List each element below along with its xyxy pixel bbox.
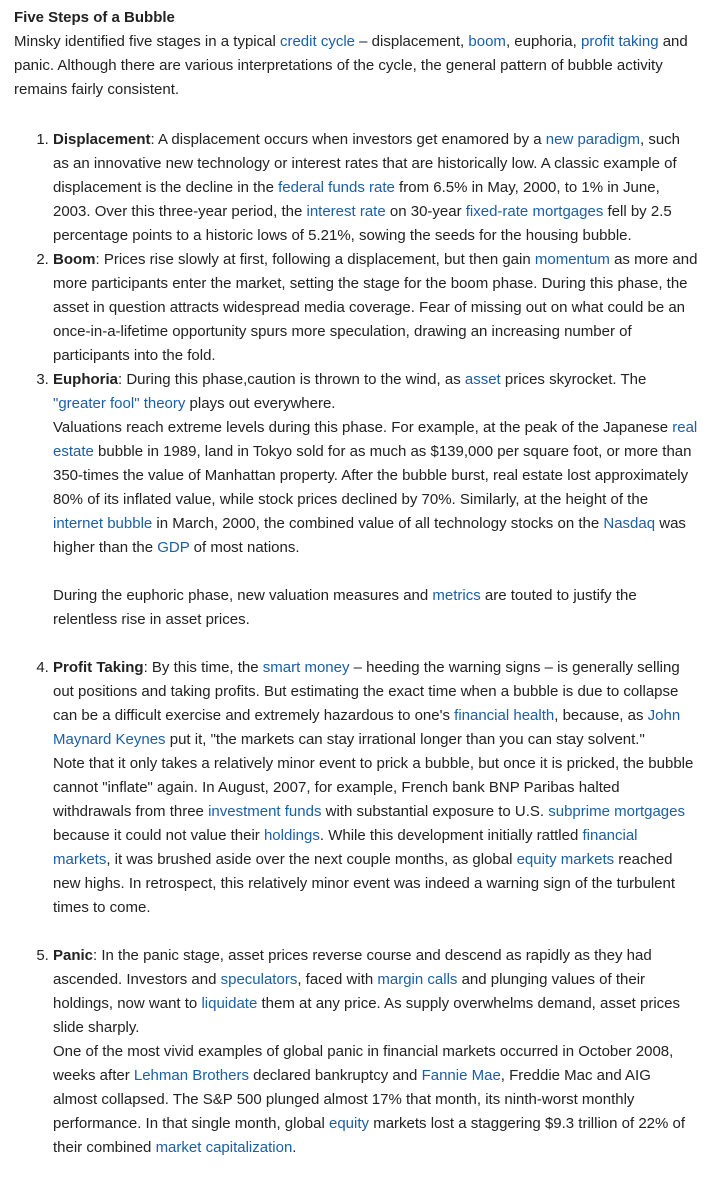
step-paragraph [53,656,699,752]
link-real-estate[interactable]: real estate [53,419,698,460]
link-equity[interactable]: equity [329,1115,370,1132]
step-panic [53,944,699,1160]
link-internet-bubble[interactable]: internet bubble [53,515,153,532]
step-heading: Profit Taking [53,659,144,676]
text-run: Minsky identified five stages in a typical [14,33,280,50]
link-investment-funds[interactable]: investment funds [208,803,322,820]
link-gdp[interactable]: GDP [157,539,190,556]
link-fixed-rate-mortgages[interactable]: fixed-rate mortgages [465,203,604,220]
text-run: put it, "the markets can stay irrational longer than you can stay solvent." [165,731,645,748]
text-run: : During this phase,caution is thrown to the wind, as [118,371,465,388]
text-run: and plunging values of their holdings, now want to [53,971,646,1012]
step-boom [53,248,699,368]
text-run: : By this time, the [143,659,263,676]
link-nasdaq[interactable]: Nasdaq [603,515,656,532]
text-run: of most nations. [189,539,300,556]
step-profit-taking [53,656,699,920]
text-run: was higher than the [53,515,686,556]
text-run: During the euphoric phase, new valuation measures and [53,587,433,604]
text-run: , Freddie Mac and AIG almost collapsed. The S&P 500 plunged almost 17% that month, its ninth-worst monthly performance. In that single month, global [53,1067,651,1132]
link-credit-cycle[interactable]: credit cycle [279,33,355,50]
link-speculators[interactable]: speculators [220,971,298,988]
text-run: reached new highs. In retrospect, this relatively minor event was indeed a warning sign of the turbulent times to come. [53,851,676,916]
text-run: : A displacement occurs when investors get enamored by a [150,131,546,148]
text-run: prices skyrocket. The [500,371,647,388]
link-fannie-mae[interactable]: Fannie Mae [421,1067,501,1084]
text-run: are touted to justify the relentless rise in asset prices. [53,587,637,628]
step-paragraph [53,368,699,416]
text-run: One of the most vivid examples of global panic in financial markets occurred in October 2008, weeks after [53,1043,674,1084]
text-run: declared bankruptcy and [248,1067,422,1084]
text-run: as more and more participants enter the market, setting the stage for the boom phase. During this phase, the asset in question attracts widespread media coverage. Fear of missing out on what could be an once-in-a-lifetime opportunity spurs more speculation, drawing an increasing number of participants into the fold. [53,251,698,364]
text-run: plays out everywhere. [185,395,336,412]
text-run: on 30-year [385,203,466,220]
step-heading: Euphoria [53,371,119,388]
text-run: with substantial exposure to U.S. [321,803,549,820]
text-run: and panic. Although there are various interpretations of the cycle, the general pattern of bubble activity remains fairly consistent. [14,33,688,98]
step-paragraph [53,248,699,368]
link-asset[interactable]: asset [464,371,501,388]
step-euphoria [53,368,699,632]
link-profit-taking[interactable]: profit taking [581,33,659,50]
steps-list [14,128,699,1160]
step-paragraph [53,944,699,1040]
link-holdings[interactable]: holdings [263,827,320,844]
link-john-maynard-keynes[interactable]: John Maynard Keynes [53,707,681,748]
text-run: . While this development initially rattled [319,827,583,844]
text-run: bubble in 1989, land in Tokyo sold for as much as $139,000 per square foot, or more than 350-times the value of Manhattan property. After the bubble burst, real estate lost approximately 80% of its inflated value, while stock prices declined by 70%. Similarly, at the height of the [53,443,692,508]
text-run: – displacement, [355,33,469,50]
text-run: – heeding the warning signs – is generally selling out positions and taking profits. But estimating the exact time when a bubble is due to collapse can be a difficult exercise and extremely hazardous to one's [53,659,680,724]
link-financial-markets[interactable]: financial markets [53,827,638,868]
text-run: Note that it only takes a relatively minor event to prick a bubble, but once it is pricked, the bubble cannot "inflate" again. In August, 2007, for example, French bank BNP Paribas halted withdrawals from three [53,755,694,820]
step-paragraph [53,752,699,920]
link-interest-rate[interactable]: interest rate [306,203,386,220]
step-paragraph [53,128,699,248]
link-momentum[interactable]: momentum [534,251,610,268]
step-heading: Displacement [53,131,151,148]
step-paragraph [53,584,699,632]
link-equity-markets[interactable]: equity markets [516,851,615,868]
step-heading: Boom [53,251,96,268]
link-liquidate[interactable]: liquidate [201,995,258,1012]
link-lehman-brothers[interactable]: Lehman Brothers [133,1067,249,1084]
text-run: , because, as [554,707,648,724]
text-run: , it was brushed aside over the next couple months, as global [106,851,517,868]
link-boom[interactable]: boom [468,33,506,50]
text-run: : Prices rise slowly at first, following a displacement, but then gain [95,251,535,268]
text-run: in March, 2000, the combined value of all technology stocks on the [152,515,604,532]
link-metrics[interactable]: metrics [432,587,481,604]
link-greater-fool-theory[interactable]: "greater fool" theory [53,395,186,412]
text-run: , euphoria, [505,33,581,50]
step-paragraph [53,1040,699,1160]
link-federal-funds-rate[interactable]: federal funds rate [278,179,395,196]
intro-paragraph [14,30,699,102]
text-run: markets lost a staggering $9.3 trillion of 22% of their combined [53,1115,686,1156]
text-run: them at any price. As supply overwhelms demand, asset prices slide sharply. [53,995,681,1036]
text-run: because it could not value their [53,827,264,844]
step-displacement [53,128,699,248]
text-run: fell by 2.5 percentage points to a historic lows of 5.21%, sowing the seeds for the housing bubble. [53,203,672,244]
step-heading: Panic [53,947,94,964]
text-run: : In the panic stage, asset prices reverse course and descend as rapidly as they had ascended. Investors and [53,947,652,988]
text-run: , such as an innovative new technology or interest rates that are historically low. A classic example of displacement is the decline in the [53,131,681,196]
text-run: Valuations reach extreme levels during this phase. For example, at the peak of the Japanese [53,419,673,436]
text-run: , faced with [297,971,378,988]
step-paragraph [53,416,699,560]
link-market-capitalization[interactable]: market capitalization [155,1139,293,1156]
text-run: . [292,1139,297,1156]
link-subprime-mortgages[interactable]: subprime mortgages [548,803,685,820]
link-financial-health[interactable]: financial health [454,707,555,724]
link-new-paradigm[interactable]: new paradigm [545,131,640,148]
link-smart-money[interactable]: smart money [262,659,350,676]
link-margin-calls[interactable]: margin calls [377,971,458,988]
text-run: from 6.5% in May, 2000, to 1% in June, 2003. Over this three-year period, the [53,179,660,220]
article-title: Five Steps of a Bubble [14,9,175,26]
